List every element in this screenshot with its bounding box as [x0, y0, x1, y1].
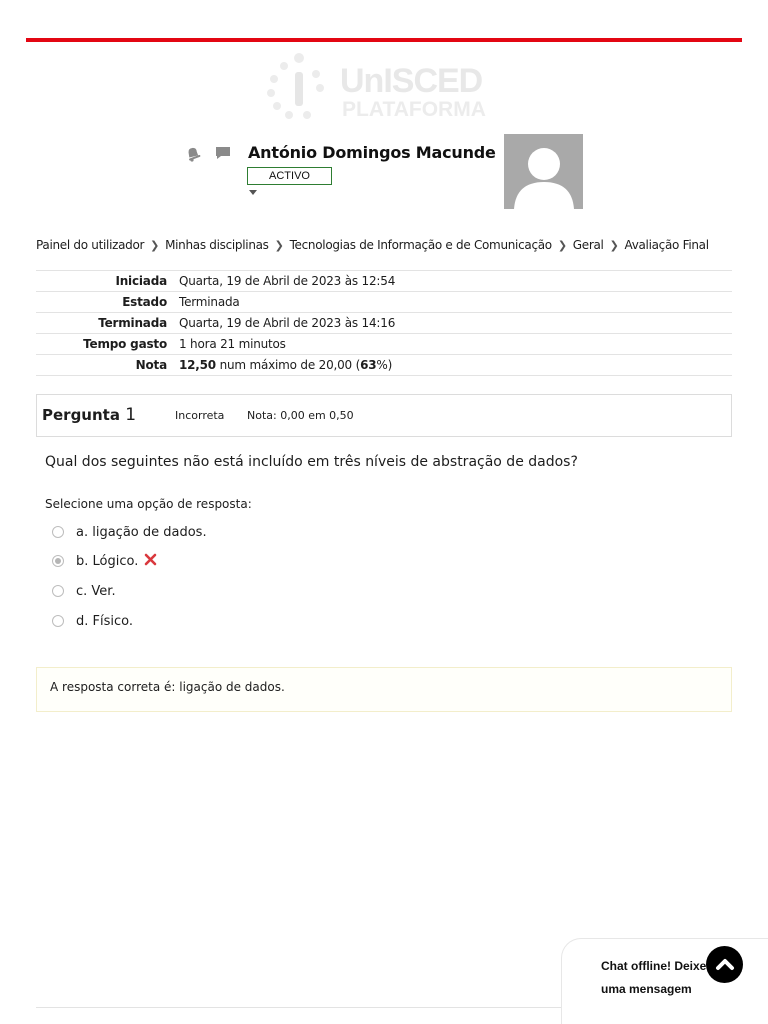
table-row — [36, 334, 732, 355]
grade-end: %) — [376, 358, 393, 372]
back-to-top-button[interactable] — [706, 946, 743, 983]
question-state: Incorreta — [175, 409, 225, 422]
grade-percent: 63 — [360, 358, 377, 372]
option-label: b. Lógico. — [76, 553, 139, 569]
logo-text-secondary: PLATAFORMA — [342, 98, 486, 121]
site-logo[interactable] — [262, 52, 512, 122]
chat-offline-text: Chat offline! Deixe uma mensagem — [601, 959, 707, 996]
table-row — [36, 313, 732, 334]
header-icons — [184, 144, 232, 162]
avatar[interactable] — [504, 134, 583, 209]
chevron-down-icon[interactable] — [249, 190, 257, 195]
summary-value-state: Terminada — [179, 295, 240, 309]
answer-option-b[interactable] — [52, 551, 157, 571]
summary-value-completed: Quarta, 19 de Abril de 2023 às 14:16 — [179, 316, 396, 330]
incorrect-x-icon — [144, 553, 157, 570]
summary-value-time-taken: 1 hora 21 minutos — [179, 337, 286, 351]
breadcrumb-item-courses[interactable]: Minhas disciplinas — [165, 238, 269, 252]
question-label-text: Pergunta — [42, 406, 120, 424]
breadcrumb-item-quiz[interactable]: Avaliação Final — [624, 238, 709, 252]
messages-chat-icon[interactable] — [214, 144, 232, 162]
chevron-right-icon: ❯ — [609, 238, 619, 252]
summary-label-completed: Terminada — [98, 316, 167, 330]
chevron-right-icon: ❯ — [274, 238, 284, 252]
summary-label-state: Estado — [122, 295, 167, 309]
question-prompt: Selecione uma opção de resposta: — [45, 497, 252, 511]
summary-value-grade — [179, 355, 732, 376]
summary-label-started: Iniciada — [115, 274, 167, 288]
question-number: 1 — [125, 405, 137, 425]
chevron-right-icon: ❯ — [557, 238, 567, 252]
breadcrumb-item-dashboard[interactable]: Painel do utilizador — [36, 238, 145, 252]
chevron-up-icon — [714, 954, 736, 976]
status-badge: ACTIVO — [247, 167, 332, 185]
logo-text-primary: UnISCED — [340, 62, 483, 100]
summary-label-grade: Nota — [135, 358, 167, 372]
question-label — [42, 405, 136, 425]
summary-label-time-taken: Tempo gasto — [83, 337, 167, 351]
breadcrumb-item-course[interactable]: Tecnologias de Informação e de Comunicação — [289, 238, 552, 252]
summary-value-started: Quarta, 19 de Abril de 2023 às 12:54 — [179, 274, 396, 288]
top-brand-bar — [26, 38, 742, 42]
logo-dots-icon — [262, 52, 336, 122]
answer-option-a[interactable] — [52, 522, 207, 542]
notifications-bell-icon[interactable] — [184, 144, 202, 162]
table-row — [36, 271, 732, 292]
answer-option-c[interactable] — [52, 581, 116, 601]
question-grade: Nota: 0,00 em 0,50 — [247, 409, 354, 422]
option-label: c. Ver. — [76, 583, 116, 599]
radio-button[interactable] — [52, 526, 64, 538]
chevron-right-icon: ❯ — [150, 238, 160, 252]
attempt-summary-table — [36, 270, 732, 376]
radio-button[interactable] — [52, 585, 64, 597]
question-text: Qual dos seguintes não está incluído em três níveis de abstração de dados? — [45, 454, 578, 470]
answer-option-d[interactable] — [52, 611, 133, 631]
grade-score: 12,50 — [179, 358, 216, 372]
user-avatar-icon — [504, 134, 583, 209]
option-label: d. Físico. — [76, 613, 133, 629]
table-row — [36, 292, 732, 313]
correct-answer-feedback — [36, 667, 732, 712]
radio-button-selected[interactable] — [52, 555, 64, 567]
table-row — [36, 355, 732, 376]
question-info-box — [36, 394, 732, 437]
breadcrumb-item-section[interactable]: Geral — [572, 238, 604, 252]
breadcrumb — [36, 238, 709, 252]
feedback-text: A resposta correta é: ligação de dados. — [50, 680, 285, 694]
radio-button[interactable] — [52, 615, 64, 627]
grade-middle: num máximo de 20,00 ( — [215, 358, 361, 372]
user-name[interactable]: António Domingos Macunde — [248, 143, 496, 162]
option-label: a. ligação de dados. — [76, 524, 207, 540]
